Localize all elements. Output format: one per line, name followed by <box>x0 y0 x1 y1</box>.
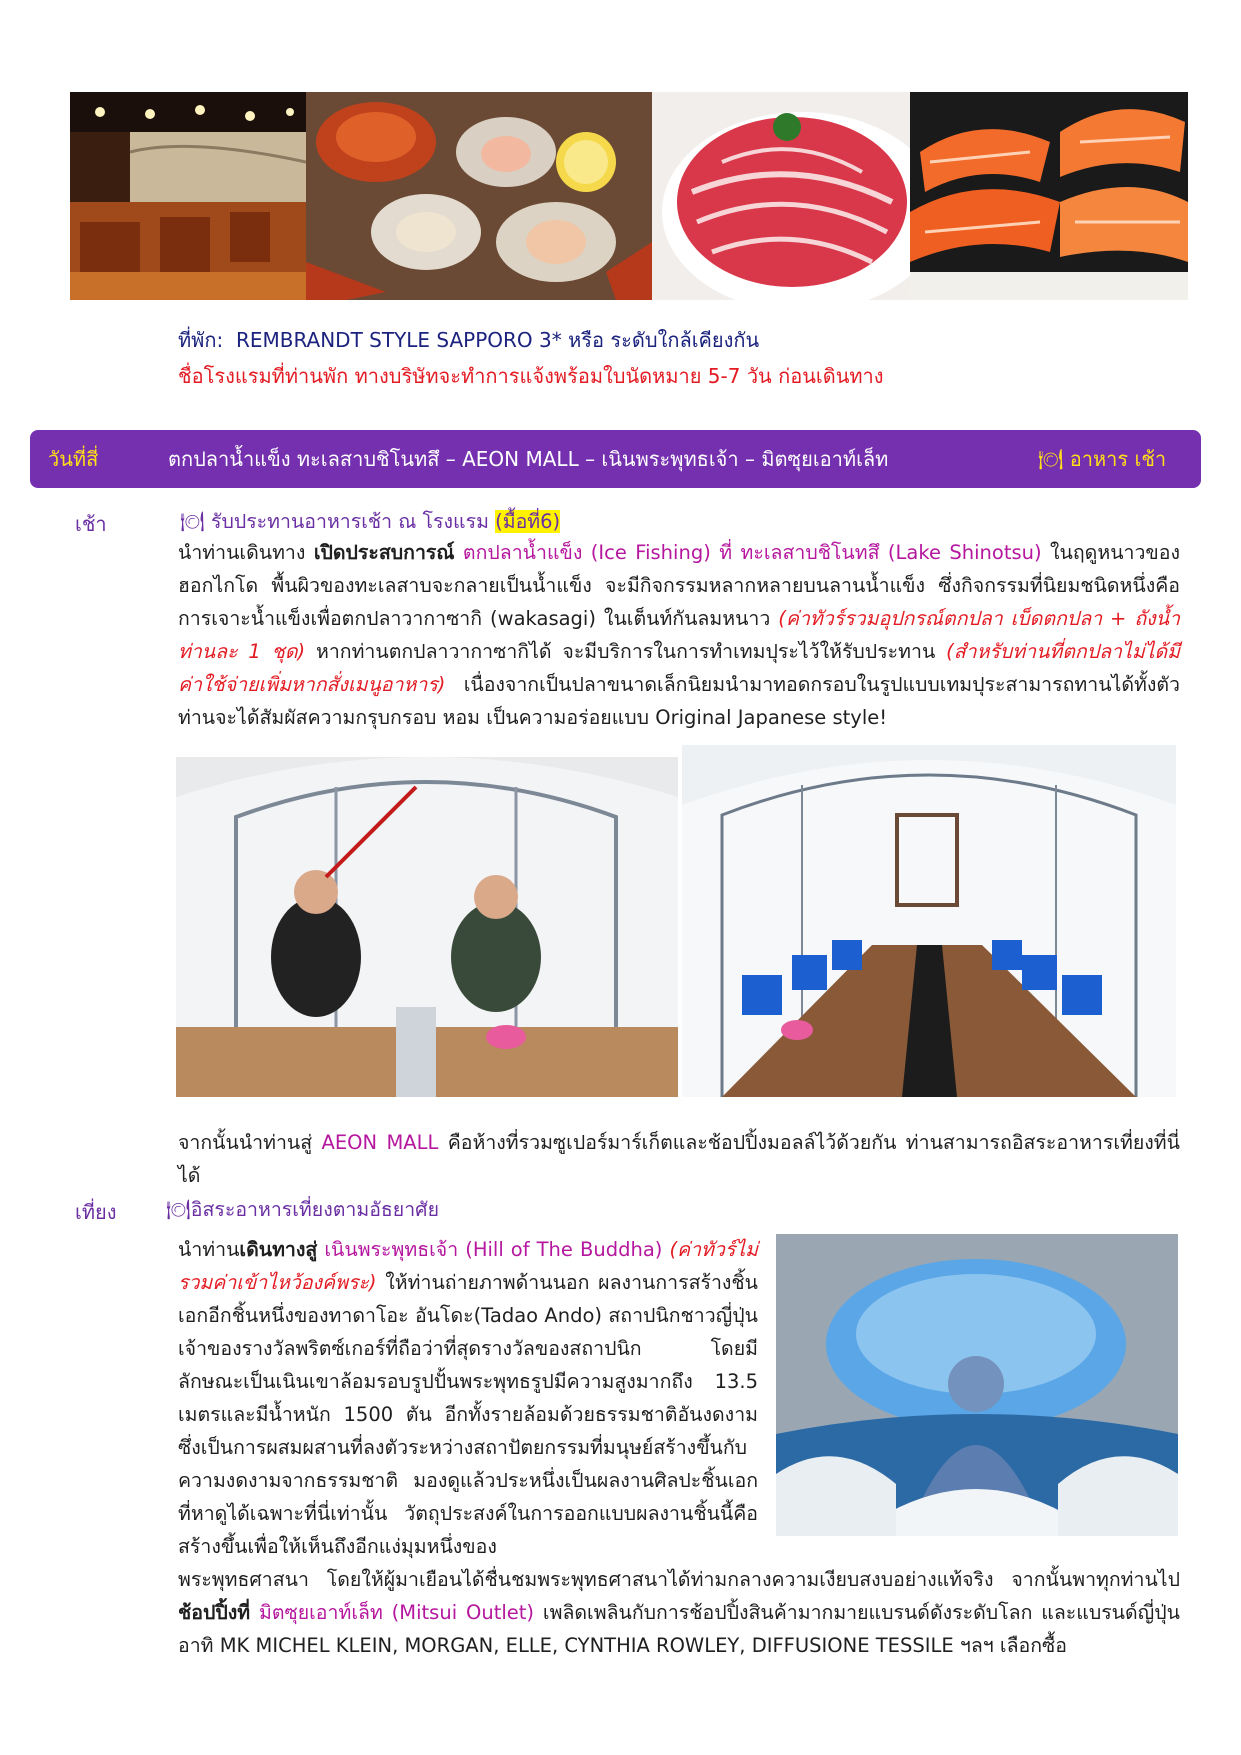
day-header-bar <box>30 430 1201 488</box>
p1-note-equipment: (ค่าทัวร์รวมอุปกรณ์ตกปลา เบ็ดตกปลา + ถังน้ำ ท่านละ 1 ชุด) <box>178 607 1180 663</box>
hill-of-buddha-photo <box>776 1234 1178 1536</box>
day-itinerary: ตกปลาน้ำแข็ง ทะเลสาบชิโนทสึ – AEON MALL – เนินพระพุทธเจ้า – มิตซุยเอาท์เล็ท <box>168 447 889 471</box>
p1-body-2: หากท่านตกปลาวากาซากิได้ จะมีบริการในการทำเทมปุระไว้ให้รับประทาน <box>305 640 947 663</box>
day-label: วันที่สี่ <box>48 447 99 471</box>
morning-time-label: เช้า <box>75 512 107 536</box>
ice-fishing-tent-photo <box>682 745 1176 1097</box>
p2-body: คือห้างที่รวมซูเปอร์มาร์เก็ตและช้อปปิ้งมอลล์ไว้ด้วยกัน ท่านสามารถอิสระอาหารเที่ยงที่นี่ได้ <box>178 1131 1180 1187</box>
pb-note-fee: (ค่าทัวร์ไม่รวมค่าเข้าไหว้องค์พระ) <box>178 1238 758 1294</box>
breakfast-text: รับประทานอาหารเช้า ณ โรงแรม <box>210 510 489 533</box>
p1-body-3: เนื่องจากเป็นปลาขนาดเล็กนิยมนำมาทอดกรอบในรูปแบบเทมปุระสามารถทานได้ทั้งตัว ท่านจะได้สัมผัสความกรุบกรอบ หอม เป็นความอร่อยแบบ Original Japanese style! <box>178 673 1180 729</box>
lunch-line <box>166 1194 439 1225</box>
aeon-mall-paragraph <box>178 1126 1180 1192</box>
hill-of-buddha-paragraph <box>178 1233 758 1563</box>
pm-bold: ช้อปปิ้งที่ <box>178 1601 251 1624</box>
pb-body: ให้ท่านถ่ายภาพด้านนอก ผลงานการสร้างชิ้นเอกอีกชิ้นหนึ่งของทาดาโอะ อันโดะ(Tadao Ando) สถาปนิกชาวญี่ปุ่นเจ้าของรางวัลพริตซ์เกอร์ที่ถือว่าที่สุดรางวัลของสถาปนิก โดยมีลักษณะเป็นเนินเขาล้อมรอบรูปปั้นพระพุทธรูปมีความสูงมากถึง 13.5 เมตรและมีน้ำหนัก 1500 ตัน อีกทั้งรายล้อมด้วยธรรมชาติอันงดงาม ซึ่งเป็นการผสมผสานที่ลงตัวระหว่างสถาปัตยกรรมที่มนุษย์สร้างขึ้นกับความงดงามจากธรรมชาติ มองดูแล้วประหนึ่งเป็นผลงานศิลปะชิ้นเอกที่หาดูได้เฉพาะที่นี่เท่านั้น วัตถุประสงค์ในการออกแบบผลงานชิ้นนี้คือ สร้างขึ้นเพื่อให้เห็นถึงอีกแง่มุมหนึ่งของ <box>178 1271 758 1558</box>
pm-body-2: เพลิดเพลินกับการช้อปปิ้งสินค้ามากมายแบรนด์ดังระดับโลก และแบรนด์ญี่ปุ่น อาทิ MK MICHEL KLEIN, MORGAN, ELLE, CYNTHIA ROWLEY, DIFFUSIONE TESSILE ฯลฯ เลือกซื้อ <box>178 1601 1180 1657</box>
meals-label: อาหาร เช้า <box>1069 447 1167 471</box>
pb-hill-of-buddha: เนินพระพุทธเจ้า (Hill of The Buddha) <box>317 1238 663 1261</box>
hotel-notice: ชื่อโรงแรมที่ท่านพัก ทางบริษัทจะทำการแจ้งพร้อมใบนัดหมาย 5-7 วัน ก่อนเดินทาง <box>178 364 884 388</box>
pb-intro: นำท่าน <box>178 1238 240 1261</box>
breakfast-line <box>180 506 560 537</box>
ice-fishing-people-photo <box>176 757 678 1097</box>
day-meals <box>1038 446 1166 472</box>
salmon-sushi-photo <box>910 92 1188 300</box>
noon-time-label: เที่ยง <box>75 1200 117 1224</box>
pm-mitsui-outlet: มิตซุยเอาท์เล็ท (Mitsui Outlet) <box>250 1601 535 1624</box>
p1-ice-fishing-link: ตกปลาน้ำแข็ง (Ice Fishing) ที่ ทะเลสาบชิโนทสึ (Lake Shinotsu) <box>454 541 1042 564</box>
pm-body: พระพุทธศาสนา โดยให้ผู้มาเยือนได้ชื่นชมพระพุทธศาสนาได้ท่ามกลางความเงียบสงบอย่างแท้จริง จากนั้นพาทุกท่านไป <box>178 1568 1180 1591</box>
dining-plate-icon: 🍽 <box>166 1198 191 1221</box>
dining-plate-icon: 🍽 <box>180 510 205 533</box>
hotel-label: ที่พัก: <box>178 328 224 352</box>
dining-plate-icon: 🍽 <box>1038 447 1064 471</box>
ice-fishing-paragraph <box>178 536 1180 734</box>
mitsui-outlet-paragraph <box>178 1563 1180 1662</box>
p1-intro: นำท่านเดินทาง <box>178 541 314 564</box>
restaurant-interior-photo <box>70 92 306 300</box>
p2-intro: จากนั้นนำท่านสู่ <box>178 1131 322 1154</box>
hotel-name: REMBRANDT STYLE SAPPORO 3* หรือ ระดับใกล้เคียงกัน <box>235 328 760 352</box>
lunch-text: อิสระอาหารเที่ยงตามอัธยาศัย <box>190 1198 439 1221</box>
wagyu-beef-photo <box>652 92 910 300</box>
p2-aeon-mall: AEON MALL <box>321 1131 439 1154</box>
pb-bold: เดินทางสู่ <box>239 1238 318 1261</box>
p1-note-extra-cost: (สำหรับท่านที่ตกปลาไม่ได้มีค่าใช้จ่ายเพิ่มหากสั่งเมนูอาหาร) <box>178 640 1180 696</box>
p1-bold: เปิดประสบการณ์ <box>313 541 455 564</box>
p1-body: ในฤดูหนาวของฮอกไกโด พื้นผิวของทะเลสาบจะกลายเป็นน้ำแข็ง จะมีกิจกรรมหลากหลายบนลานน้ำแข็ง ซึ่งกิจกรรมที่นิยมชนิดหนึ่งคือ การเจาะน้ำแข็งเพื่อตกปลาวากาซากิ (wakasagi) ในเต็นท์กันลมหนาว <box>178 541 1180 630</box>
seafood-platter-photo <box>306 92 652 300</box>
meal-number-badge: (มื้อที่6) <box>495 510 561 533</box>
hotel-info <box>178 326 759 354</box>
